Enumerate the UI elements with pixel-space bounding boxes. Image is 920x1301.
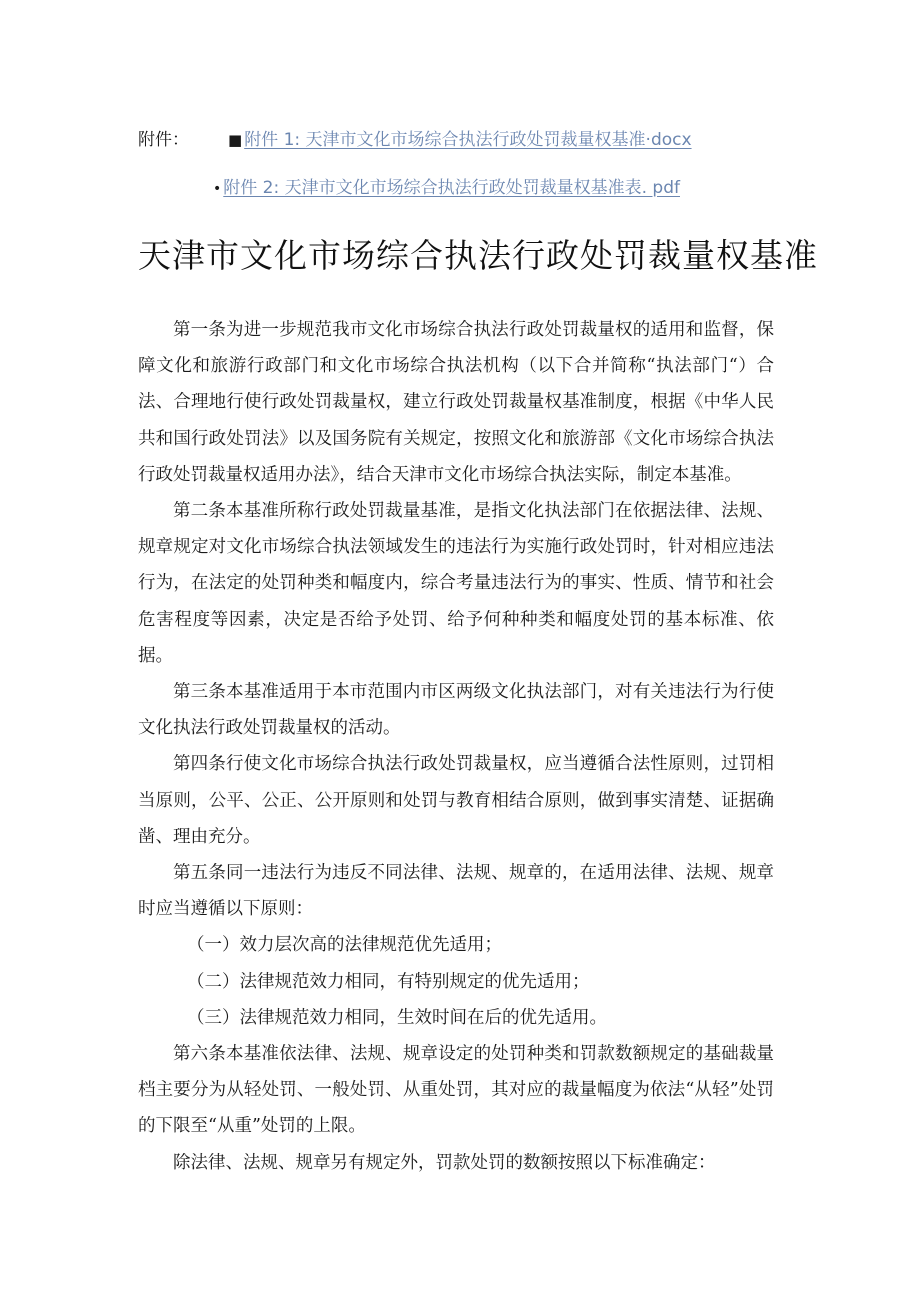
article-5-item-3: （三）法律规范效力相同，生效时间在后的优先适用。 <box>187 1007 607 1028</box>
article-5-item-1: （一）效力层次高的法律规范优先适用； <box>187 935 502 956</box>
article-6: 第六条本基准依法律、法规、规章设定的处罚种类和罚款数额规定的基础裁量档主要分为从轻处罚、一般处罚、从重处罚，其对应的裁量幅度为依法“从轻”处罚的下限至“从重”处罚的上限。 <box>138 1044 774 1137</box>
article-5-item-2: （二）法律规范效力相同，有特别规定的优先适用； <box>187 971 590 992</box>
document-title: 天津市文化市场综合执法行政处罚裁量权基准 <box>138 236 818 275</box>
attachment-row-1 <box>138 125 692 150</box>
attachment-link-docx[interactable]: 附件 1: 天津市文化市场综合执法行政处罚裁量权基准·docx <box>244 130 692 150</box>
article-2: 第二条本基准所称行政处罚裁量基准，是指文化执法部门在依据法律、法规、规章规定对文化市场综合执法领域发生的违法行为实施行政处罚时，针对相应违法行为，在法定的处罚种类和幅度内，综合考量违法行为的事实、性质、情节和社会危害程度等因素，决定是否给予处罚、给予何种种类和幅度处罚的基本标准、依据。 <box>138 501 774 666</box>
attachment-row-2 <box>213 173 680 198</box>
article-4: 第四条行使文化市场综合执法行政处罚裁量权，应当遵循合法性原则，过罚相当原则，公平、公正、公开原则和处罚与教育相结合原则，做到事实清楚、证据确凿、理由充分。 <box>138 754 774 847</box>
article-5: 第五条同一违法行为违反不同法律、法规、规章的，在适用法律、法规、规章时应当遵循以下原则： <box>138 863 774 920</box>
article-3: 第三条本基准适用于本市范围内市区两级文化执法部门，对有关违法行为行使文化执法行政处罚裁量权的活动。 <box>138 682 774 739</box>
fine-standard-intro: 除法律、法规、规章另有规定外，罚款处罚的数额按照以下标准确定： <box>173 1152 716 1173</box>
document-body <box>138 312 774 1181</box>
article-1: 第一条为进一步规范我市文化市场综合执法行政处罚裁量权的适用和监督，保障文化和旅游行政部门和文化市场综合执法机构（以下合并简称“执法部门“）合法、合理地行使行政处罚裁量权，建立行政处罚裁量权基准制度，根据《中华人民共和国行政处罚法》以及国务院有关规定，按照文化和旅游部《文化市场综合执法行政处罚裁量权适用办法》，结合天津市文化市场综合执法实际，制定本基准。 <box>138 320 774 485</box>
dot-bullet-icon: • <box>213 181 222 197</box>
square-bullet-icon: ■ <box>228 131 243 149</box>
attachment-link-pdf[interactable]: 附件 2: 天津市文化市场综合执法行政处罚裁量权基准表. pdf <box>223 178 680 198</box>
attachment-prefix: 附件： <box>138 130 189 150</box>
